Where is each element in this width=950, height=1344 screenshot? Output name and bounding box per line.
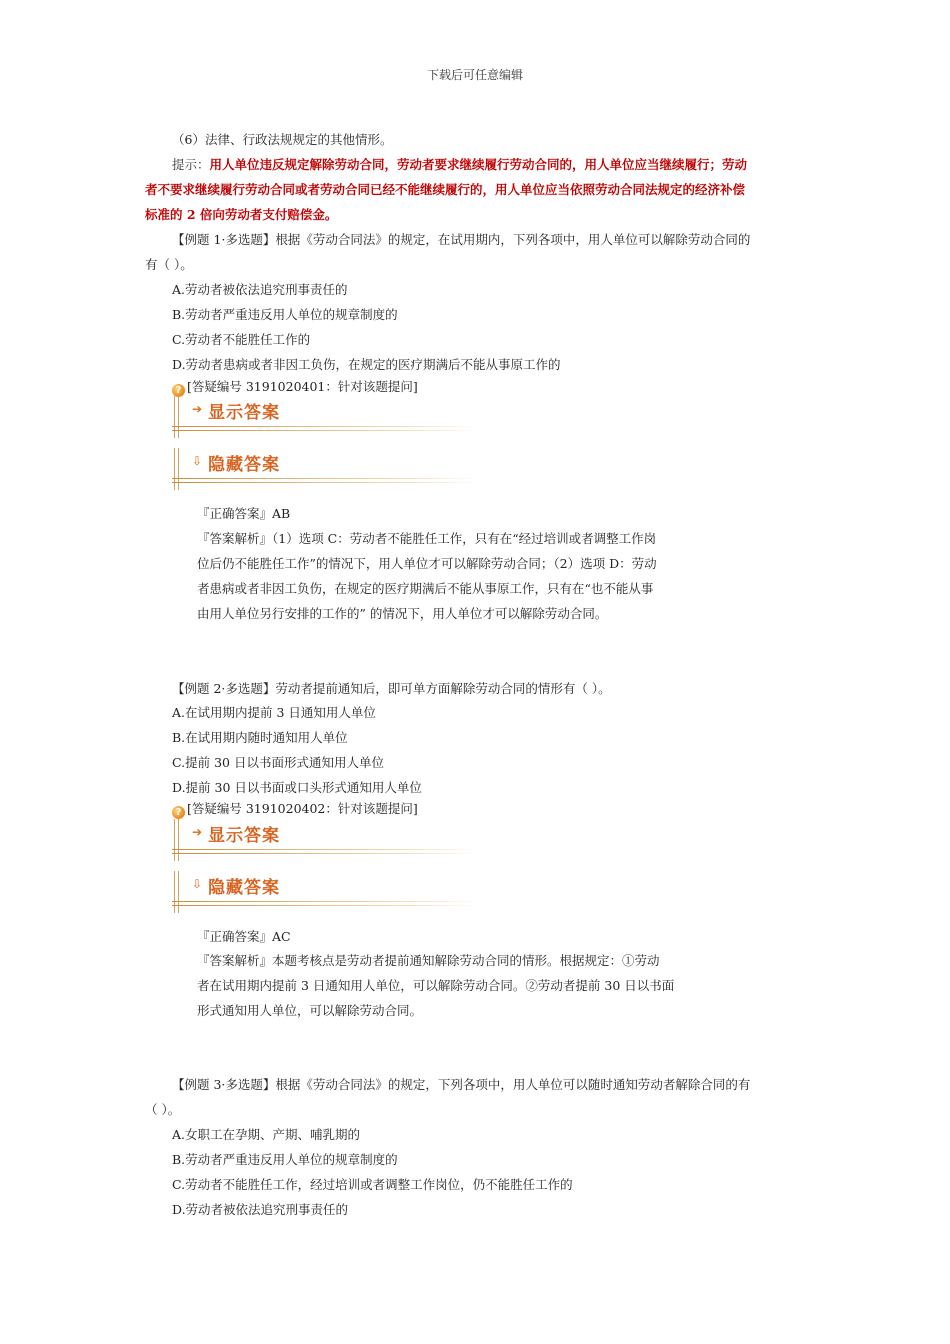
q1-correct-answer: 『正确答案』AB <box>197 506 291 521</box>
q2-analysis-line-3: 形式通知用人单位，可以解除劳动合同。 <box>197 1003 423 1018</box>
q3-option-d: D.劳动者被依法追究刑事责任的 <box>172 1202 349 1217</box>
q1-option-b: B.劳动者严重违反用人单位的规章制度的 <box>172 307 398 322</box>
q1-ask-text: [答疑编号 3191020401：针对该题提问] <box>187 379 418 394</box>
tip-label: 提示： <box>172 157 210 172</box>
q1-ask-link[interactable] <box>172 379 418 397</box>
q1-show-answer-button[interactable] <box>172 396 482 438</box>
tip-line-3: 标准的 2 倍向劳动者支付赔偿金。 <box>145 207 338 222</box>
q1-analysis-line-4: 由用人单位另行安排的工作的” 的情况下，用人单位才可以解除劳动合同。 <box>197 606 608 621</box>
tip-text-1: 用人单位违反规定解除劳动合同，劳动者要求继续履行劳动合同的，用人单位应当继续履行；劳动 <box>209 157 748 172</box>
q2-option-c: C.提前 30 日以书面形式通知用人单位 <box>172 755 384 770</box>
q3-option-b: B.劳动者严重违反用人单位的规章制度的 <box>172 1152 398 1167</box>
question-mark-icon: ? <box>172 384 185 397</box>
q2-ask-link[interactable] <box>172 801 418 819</box>
q2-hide-answer-button[interactable] <box>172 871 482 913</box>
q2-analysis-line-1: 『答案解析』本题考核点是劳动者提前通知解除劳动合同的情形。根据规定：①劳动 <box>197 953 660 968</box>
q3-option-a: A.女职工在孕期、产期、哺乳期的 <box>172 1127 361 1142</box>
q2-show-answer-button[interactable] <box>172 819 482 861</box>
arrow-right-icon: ➔ <box>192 825 203 839</box>
q1-option-d: D.劳动者患病或者非因工负伤，在规定的医疗期满后不能从事原工作的 <box>172 357 561 372</box>
tip-line-2: 者不要求继续履行劳动合同或者劳动合同已经不能继续履行的，用人单位应当依照劳动合同法规定的经济补偿 <box>145 182 746 197</box>
q1-stem-line-2: 有（ ）。 <box>145 257 193 272</box>
arrow-down-icon: ⇩ <box>192 454 203 468</box>
q2-correct-answer: 『正确答案』AC <box>197 929 291 944</box>
page-header: 下载后可任意编辑 <box>426 68 523 82</box>
q2-hide-answer-label: 隐藏答案 <box>208 878 280 898</box>
q2-analysis-line-2: 者在试用期内提前 3 日通知用人单位，可以解除劳动合同。②劳动者提前 30 日以书面 <box>197 978 675 993</box>
q1-hide-answer-label: 隐藏答案 <box>208 455 280 475</box>
q1-analysis-line-3: 者患病或者非因工负伤，在规定的医疗期满后不能从事原工作，只有在“也不能从事 <box>197 581 654 596</box>
q1-stem-line-1: 【例题 1·多选题】根据《劳动合同法》的规定，在试用期内，下列各项中，用人单位可以解除劳动合同的 <box>172 232 751 247</box>
q2-option-d: D.提前 30 日以书面或口头形式通知用人单位 <box>172 780 422 795</box>
q1-option-c: C.劳动者不能胜任工作的 <box>172 332 311 347</box>
q2-option-a: A.在试用期内提前 3 日通知用人单位 <box>172 705 376 720</box>
arrow-down-icon: ⇩ <box>192 877 203 891</box>
q2-stem-line-1: 【例题 2·多选题】劳动者提前通知后，即可单方面解除劳动合同的情形有（ ）。 <box>172 681 611 696</box>
q1-show-answer-label: 显示答案 <box>208 403 280 423</box>
q3-stem-line-1: 【例题 3·多选题】根据《劳动合同法》的规定，下列各项中，用人单位可以随时通知劳动者解除合同的有 <box>172 1077 751 1092</box>
q1-analysis-line-2: 位后仍不能胜任工作”的情况下，用人单位才可以解除劳动合同；（2）选项 D：劳动 <box>197 556 657 571</box>
law-item-6: （6）法律、行政法规规定的其他情形。 <box>172 132 393 147</box>
tip-line-1 <box>172 157 747 173</box>
q1-option-a: A.劳动者被依法追究刑事责任的 <box>172 282 348 297</box>
q3-stem-line-2: （ ）。 <box>145 1102 181 1117</box>
q2-ask-text: [答疑编号 3191020402：针对该题提问] <box>187 801 418 816</box>
q1-analysis-line-1: 『答案解析』（1）选项 C：劳动者不能胜任工作，只有在“经过培训或者调整工作岗 <box>197 531 657 546</box>
question-mark-icon: ? <box>172 806 185 819</box>
q1-hide-answer-button[interactable] <box>172 448 482 490</box>
q2-option-b: B.在试用期内随时通知用人单位 <box>172 730 348 745</box>
q3-option-c: C.劳动者不能胜任工作，经过培训或者调整工作岗位，仍不能胜任工作的 <box>172 1177 573 1192</box>
arrow-right-icon: ➔ <box>192 402 203 416</box>
q2-show-answer-label: 显示答案 <box>208 826 280 846</box>
